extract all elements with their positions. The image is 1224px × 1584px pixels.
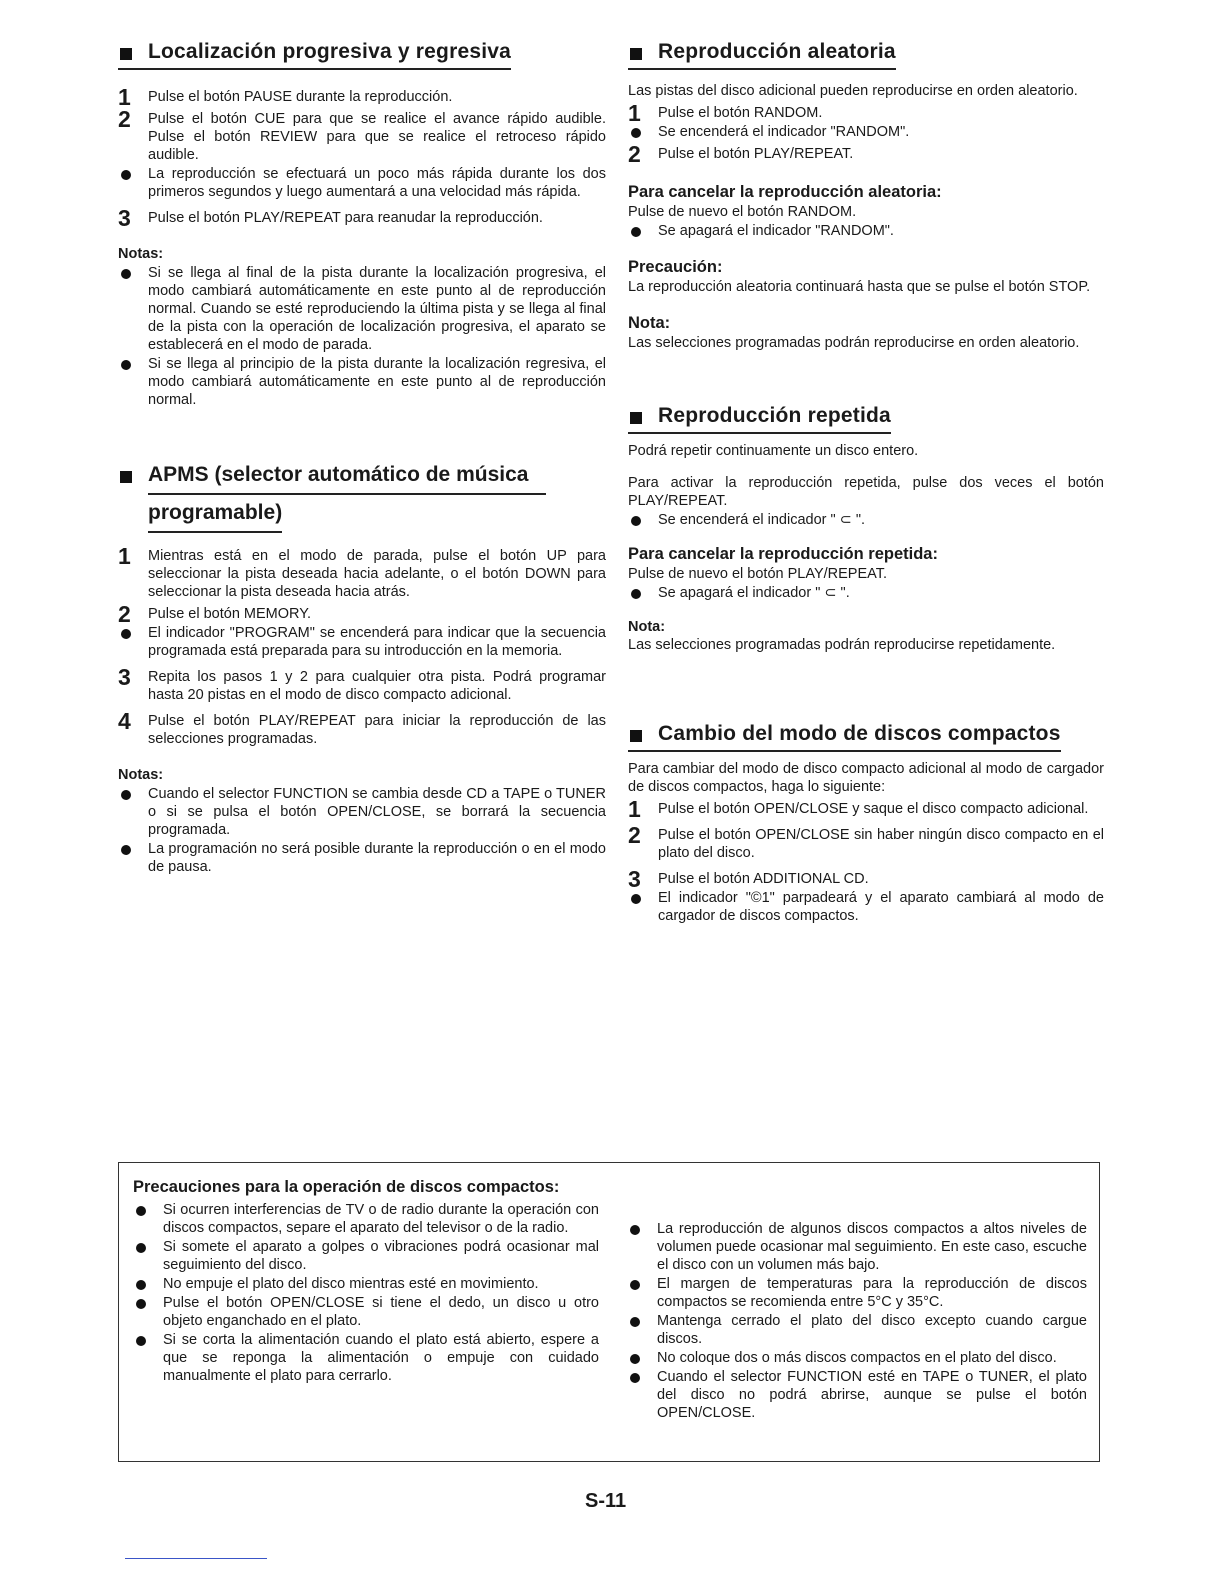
bullet-icon: [136, 1243, 146, 1253]
note-text: Las selecciones programadas podrán reproducirse repetidamente.: [628, 637, 1056, 653]
bullet-item: Se encenderá el indicador " ⊂ ".: [628, 511, 1104, 529]
precaution-item: Si ocurren interferencias de TV o de radio durante la operación con discos compactos, separe el aparato del televisor o de la radio.: [133, 1201, 599, 1237]
note-title: Nota:: [628, 314, 671, 332]
bullet-icon: [630, 1373, 640, 1383]
precaution-item: El margen de temperaturas para la reproducción de discos compactos se recomienda entre 5°C y 35°C.: [627, 1275, 1087, 1311]
bullet-icon: [631, 227, 641, 237]
heading-square-icon: [630, 412, 642, 424]
bullet-item: La reproducción se efectuará un poco más rápida durante los dos primeros segundos y luego aumentará a una velocidad más rápida.: [118, 165, 606, 201]
bullet-icon: [121, 170, 131, 180]
caution-title: Precaución:: [628, 258, 723, 276]
precaution-item: Mantenga cerrado el plato del disco excepto cuando cargue discos.: [627, 1312, 1087, 1348]
page-number: S-11: [585, 1490, 627, 1512]
step-2: 2 Pulse el botón MEMORY.: [118, 601, 312, 627]
heading-square-icon: [120, 471, 132, 483]
bullet-icon: [631, 128, 641, 138]
footer-divider: [125, 1558, 267, 1559]
bullet-item: Se apagará el indicador "RANDOM".: [628, 222, 1104, 240]
section-heading-aleatoria: Reproducción aleatoria: [628, 38, 896, 70]
precaution-item: No coloque dos o más discos compactos en el plato del disco.: [627, 1349, 1087, 1367]
step-2: 2 Pulse el botón PLAY/REPEAT.: [628, 141, 854, 167]
section-heading-localizacion: Localización progresiva y regresiva: [118, 38, 511, 70]
heading-square-icon: [630, 48, 642, 60]
step-3: 3 Pulse el botón PLAY/REPEAT para reanudar la reproducción.: [118, 205, 543, 231]
cancel-random-title: Para cancelar la reproducción aleatoria:: [628, 183, 942, 201]
step-3: 3 Repita los pasos 1 y 2 para cualquier otra pista. Podrá programar hasta 20 pistas en el modo de disco compacto adicional.: [118, 664, 606, 703]
bullet-item: El indicador "PROGRAM" se encenderá para indicar que la secuencia programada está preparada para su introducción en la memoria.: [118, 624, 606, 660]
bullet-item: Se apagará el indicador " ⊂ ".: [628, 584, 1104, 602]
bullet-icon: [136, 1280, 146, 1290]
precaution-item: Si se corta la alimentación cuando el plato está abierto, espere a que se reponga la alimentación o empuje con cuidado manualmente el plato para cerrarlo.: [133, 1331, 599, 1385]
precaution-item: Cuando el selector FUNCTION esté en TAPE o TUNER, el plato del disco no podrá abrirse, aunque se pulse el botón OPEN/CLOSE.: [627, 1368, 1087, 1422]
note-text: Las selecciones programadas podrán reproducirse en orden aleatorio.: [628, 335, 1080, 351]
heading-square-icon: [120, 48, 132, 60]
bullet-icon: [136, 1299, 146, 1309]
note-item: Cuando el selector FUNCTION se cambia desde CD a TAPE o TUNER o si se pulsa el botón OPEN/CLOSE, se borrará la secuencia programada.: [118, 785, 606, 839]
step-1: 1 Mientras está en el modo de parada, pulse el botón UP para seleccionar la pista deseada hacia adelante, o el botón DOWN para seleccionar la pista deseada hacia atrás.: [118, 543, 606, 600]
note-title: Nota:: [628, 619, 666, 635]
step-1: 1 Pulse el botón RANDOM.: [628, 100, 823, 126]
cancel-random-text: Pulse de nuevo el botón RANDOM.: [628, 204, 857, 220]
caution-text: La reproducción aleatoria continuará hasta que se pulse el botón STOP.: [628, 279, 1091, 295]
note-item: La programación no será posible durante la reproducción o en el modo de pausa.: [118, 840, 606, 876]
left-column: [118, 38, 606, 876]
precautions-box: [118, 1162, 1100, 1462]
bullet-icon: [121, 790, 131, 800]
cancel-repeat-text: Pulse de nuevo el botón PLAY/REPEAT.: [628, 566, 888, 582]
note-item: Si se llega al principio de la pista durante la localización regresiva, el modo cambiará automáticamente en este punto al de reproducción normal.: [118, 355, 606, 409]
cancel-repeat-title: Para cancelar la reproducción repetida:: [628, 545, 938, 563]
precaution-item: Si somete el aparato a golpes o vibraciones podrá ocasionar mal seguimiento del disco.: [133, 1238, 599, 1274]
bullet-icon: [136, 1336, 146, 1346]
bullet-icon: [630, 1317, 640, 1327]
bullet-icon: [121, 629, 131, 639]
step-4: 4 Pulse el botón PLAY/REPEAT para iniciar la reproducción de las selecciones programadas.: [118, 708, 606, 747]
precautions-left: [133, 1177, 599, 1385]
section-heading-apms: APMS (selector automático de música programable): [118, 457, 606, 533]
precautions-title: Precauciones para la operación de discos compactos:: [133, 1178, 560, 1196]
bullet-icon: [630, 1225, 640, 1235]
precaution-item: No empuje el plato del disco mientras esté en movimiento.: [133, 1275, 599, 1293]
section-heading-cambio: Cambio del modo de discos compactos: [628, 720, 1061, 752]
bullet-icon: [631, 516, 641, 526]
step-2: 2 Pulse el botón OPEN/CLOSE sin haber ningún disco compacto en el plato del disco.: [628, 822, 1104, 861]
step-3: 3 Pulse el botón ADDITIONAL CD.: [628, 866, 869, 892]
precaution-item: La reproducción de algunos discos compactos a altos niveles de volumen puede ocasionar mal seguimiento. En este caso, escuche el disco con un volumen más bajo.: [627, 1220, 1087, 1274]
intro-text: Las pistas del disco adicional pueden reproducirse en orden aleatorio.: [628, 83, 1078, 99]
heading-square-icon: [630, 730, 642, 742]
note-item: Si se llega al final de la pista durante la localización progresiva, el modo cambiará automáticamente en este punto al de reproducción normal. Cuando se esté reproduciendo la última pista y se llega al final de la pista con la operación de localización progresiva, el aparato se establecerá en el modo de parada.: [118, 264, 606, 354]
bullet-icon: [121, 360, 131, 370]
precaution-item: Pulse el botón OPEN/CLOSE si tiene el dedo, un disco u otro objeto enganchado en el plato.: [133, 1294, 599, 1330]
bullet-icon: [121, 845, 131, 855]
bullet-item: El indicador "©1" parpadeará y el aparato cambiará al modo de cargador de discos compactos.: [628, 889, 1104, 925]
bullet-icon: [136, 1206, 146, 1216]
bullet-item: Se encenderá el indicador "RANDOM".: [628, 123, 1104, 141]
section-heading-repetida: Reproducción repetida: [628, 402, 891, 434]
precautions-right: [627, 1219, 1087, 1422]
intro-text: Podrá repetir continuamente un disco entero.: [628, 443, 919, 459]
intro-text: Para cambiar del modo de disco compacto adicional al modo de cargador de discos compactos, haga lo siguiente:: [628, 761, 1104, 795]
right-column: [628, 38, 1104, 925]
bullet-icon: [631, 894, 641, 904]
bullet-icon: [630, 1354, 640, 1364]
notes-title: Notas:: [118, 246, 164, 262]
bullet-icon: [630, 1280, 640, 1290]
bullet-icon: [631, 589, 641, 599]
step-1: 1 Pulse el botón PAUSE durante la reproducción.: [118, 84, 453, 110]
step-1: 1 Pulse el botón OPEN/CLOSE y saque el disco compacto adicional.: [628, 796, 1089, 822]
activate-text: Para activar la reproducción repetida, pulse dos veces el botón PLAY/REPEAT.: [628, 475, 1104, 509]
step-2: 2 Pulse el botón CUE para que se realice el avance rápido audible. Pulse el botón REVIEW para que se realice el retroceso rápido audible.: [118, 106, 606, 163]
notes-title: Notas:: [118, 767, 164, 783]
bullet-icon: [121, 269, 131, 279]
